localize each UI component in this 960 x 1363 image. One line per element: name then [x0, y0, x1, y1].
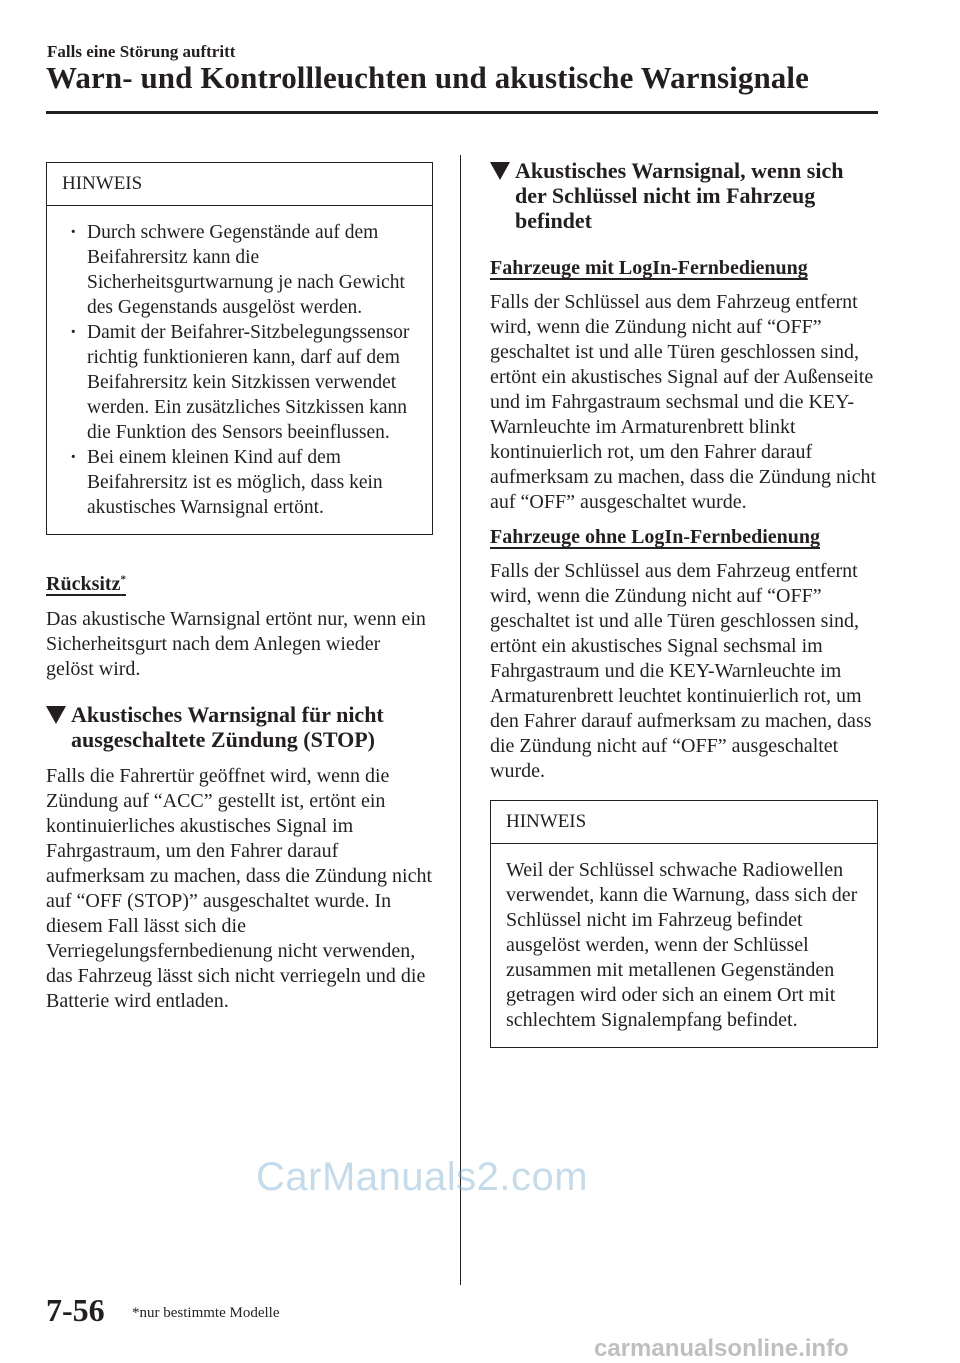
- note-item: · Durch schwere Gegenstände auf dem Beifahrersitz kann die Sicherheitsgurtwarnung je nach Gewicht des Gegenstands ausgelöst werden.: [62, 220, 418, 320]
- note-box-right: [490, 800, 878, 1048]
- site-watermark: carmanualsonline.info: [594, 1335, 849, 1362]
- triangle-down-icon: [490, 162, 510, 180]
- ignition-section: [46, 702, 433, 1014]
- triangle-down-icon: [46, 706, 66, 724]
- note-title: HINWEIS: [47, 163, 432, 206]
- right-column: [490, 158, 878, 1048]
- ignition-heading: Akustisches Warnsignal für nicht ausgeschaltete Zündung (STOP): [46, 702, 433, 752]
- rear-seat-section: [46, 573, 433, 682]
- without-login-heading: Fahrzeuge ohne LogIn-Fernbedienung: [490, 526, 821, 548]
- watermark-logo: CarManuals2.com: [256, 1155, 589, 1199]
- ignition-text: Falls die Fahrertür geöffnet wird, wenn die Zündung auf “ACC” gestellt ist, ertönt ein kontinuierliches akustisches Signal im Fahrgastraum, um den Fahrer darauf aufmerksam zu machen, dass die Zündung nicht auf “OFF (STOP)” ausgeschaltet wurde. In diesem Fall lässt sich die Verriegelungsfernbedienung nicht verwenden, das Fahrzeug lässt sich nicht verriegeln und die Batterie wird entladen.: [46, 765, 432, 1012]
- with-login-heading: Fahrzeuge mit LogIn-Fernbedienung: [490, 257, 808, 279]
- chapter-title: Warn- und Kontrollleuchten und akustische Warnsignale: [46, 60, 809, 95]
- note-body: [491, 844, 877, 1047]
- footnote: *nur bestimmte Modelle: [132, 1305, 280, 1321]
- rear-seat-heading: Rücksitz*: [46, 573, 126, 595]
- note-item: · Damit der Beifahrer-Sitzbelegungssensor richtig funktionieren kann, darf auf dem Beifahrersitz kein Sitzkissen verwendet werden. Ein zusätzliches Sitzkissen kann die Funktion des Sensors beeinflussen.: [62, 320, 418, 445]
- footnote-marker: *: [120, 573, 126, 586]
- note-title: HINWEIS: [491, 801, 877, 844]
- note-text: Weil der Schlüssel schwache Radiowellen verwendet, kann die Warnung, dass sich der Schlüssel nicht im Fahrzeug befindet ausgelöst werden, wenn der Schlüssel zusammen mit metallenen Gegenständen getragen wird oder sich an einem Ort mit schlechtem Signalempfang befindet.: [506, 859, 858, 1031]
- left-column: [46, 162, 433, 1014]
- column-divider: [460, 155, 461, 1285]
- page-number: 7-56: [46, 1292, 105, 1328]
- with-login-text: Falls der Schlüssel aus dem Fahrzeug entfernt wird, wenn die Zündung nicht auf “OFF” geschaltet ist und alle Türen geschlossen sind, ertönt ein akustisches Signal auf der Außenseite und im Fahrgastraum sechsmal und die KEY-Warnleuchte im Armaturenbrett blinkt kontinuierlich rot, um den Fahrer darauf aufmerksam zu machen, dass die Zündung nicht auf “OFF” ausgeschaltet wurde.: [490, 291, 876, 513]
- note-list: [62, 220, 418, 520]
- note-body: [47, 206, 432, 534]
- section-label: Falls eine Störung auftritt: [47, 42, 236, 61]
- note-item: · Bei einem kleinen Kind auf dem Beifahrersitz ist es möglich, dass kein akustisches Warnsignal ertönt.: [62, 445, 418, 520]
- without-login-text: Falls der Schlüssel aus dem Fahrzeug entfernt wird, wenn die Zündung nicht auf “OFF” geschaltet ist und alle Türen geschlossen sind, ertönt ein akustisches Signal sechsmal im Fahrgastraum und die KEY-Warnleuchte im Armaturenbrett leuchtet kontinuierlich rot, um den Fahrer darauf aufmerksam zu machen, dass die Zündung nicht auf “OFF” ausgeschaltet wurde.: [490, 560, 872, 782]
- without-login-section: [490, 526, 878, 784]
- key-warning-heading: Akustisches Warnsignal, wenn sich der Schlüssel nicht im Fahrzeug befindet: [490, 158, 878, 233]
- header-rule: [46, 111, 878, 114]
- with-login-section: [490, 257, 878, 515]
- note-box-left: [46, 162, 433, 535]
- rear-seat-text: Das akustische Warnsignal ertönt nur, wenn ein Sicherheitsgurt nach dem Anlegen wieder gelöst wird.: [46, 608, 426, 680]
